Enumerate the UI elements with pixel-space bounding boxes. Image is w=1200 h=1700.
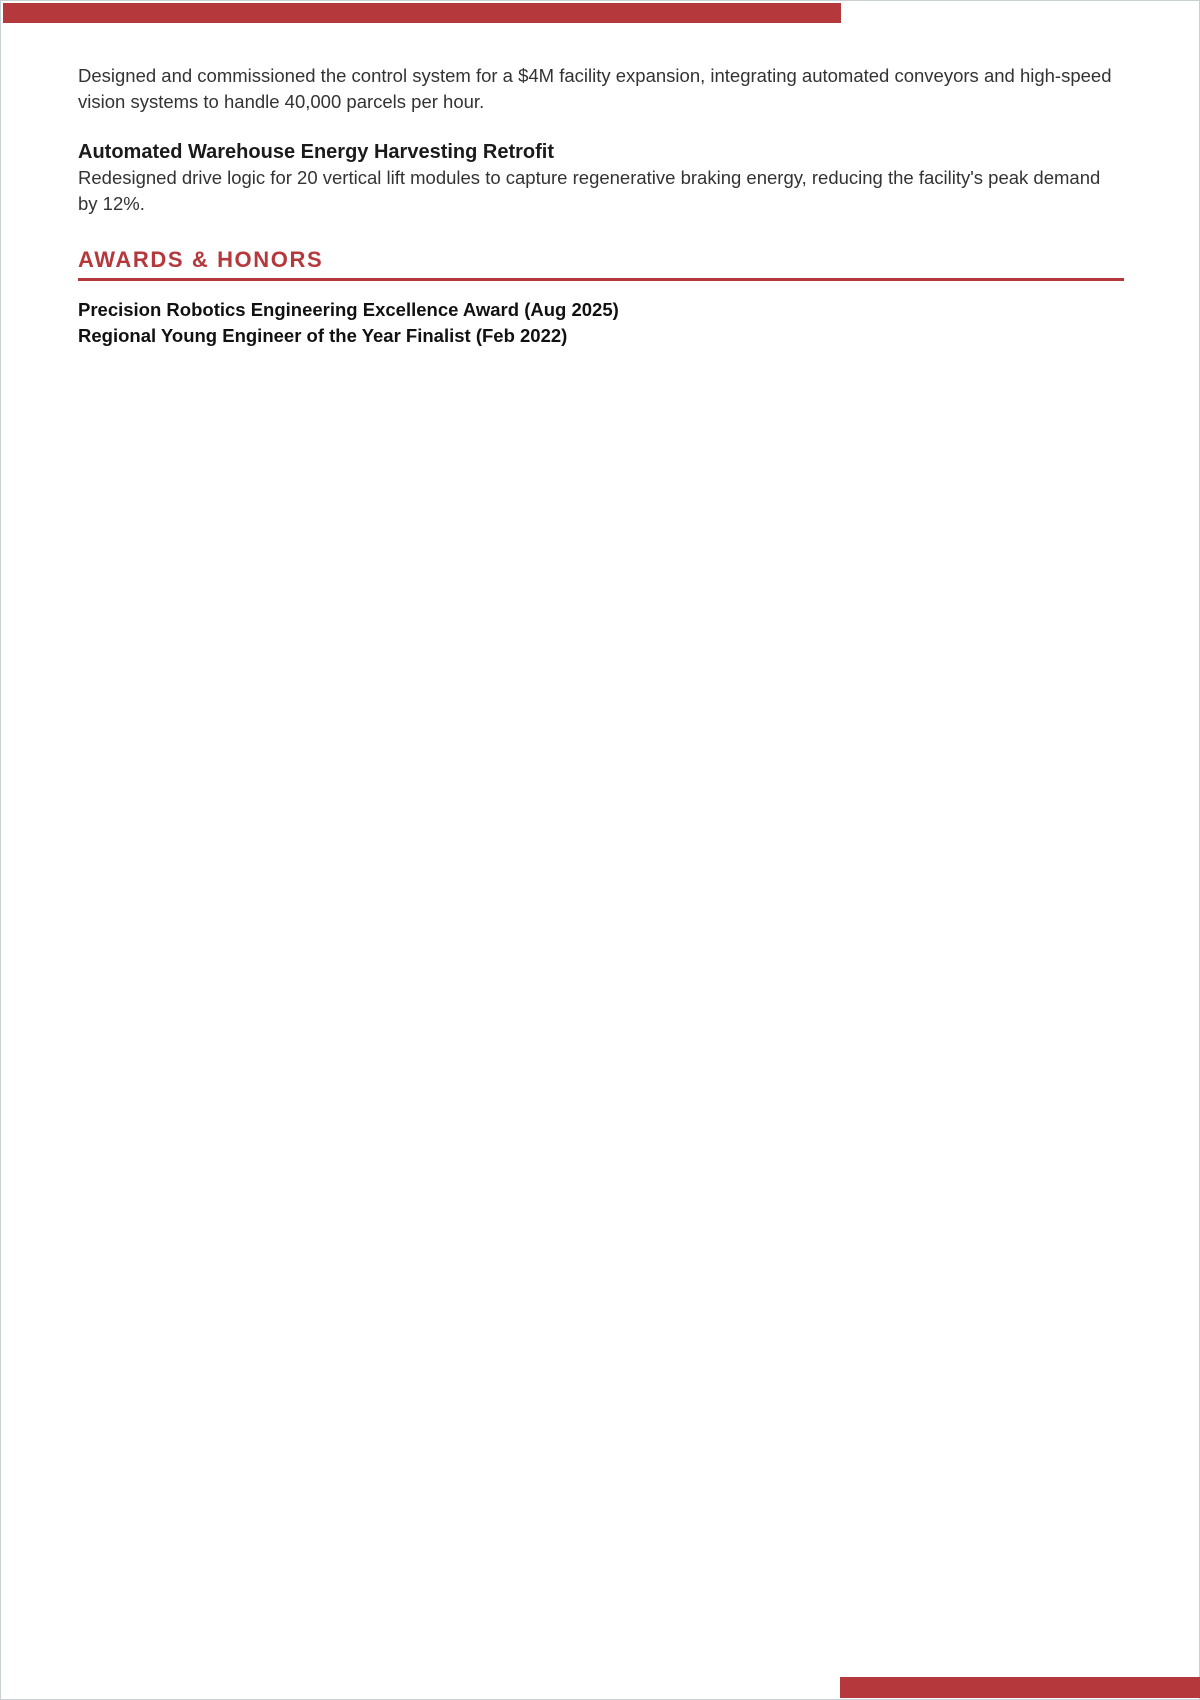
project-entry — [78, 139, 1124, 216]
awards-section-heading: AWARDS & HONORS — [78, 246, 1124, 281]
experience-description: Designed and commissioned the control system for a $4M facility expansion, integrating automated conveyors and high-speed vision systems to handle 40,000 parcels per hour. — [78, 65, 1112, 112]
bottom-accent-bar — [840, 1677, 1200, 1698]
resume-content — [78, 63, 1124, 349]
project-description: Redesigned drive logic for 20 vertical lift modules to capture regenerative braking energy, reducing the facility's peak demand by 12%. — [78, 167, 1101, 214]
award-item: Precision Robotics Engineering Excellence Award (Aug 2025) — [78, 299, 619, 320]
awards-list — [78, 297, 1124, 349]
award-item: Regional Young Engineer of the Year Finalist (Feb 2022) — [78, 325, 568, 346]
top-accent-bar — [3, 3, 841, 23]
project-title: Automated Warehouse Energy Harvesting Retrofit — [78, 141, 555, 163]
